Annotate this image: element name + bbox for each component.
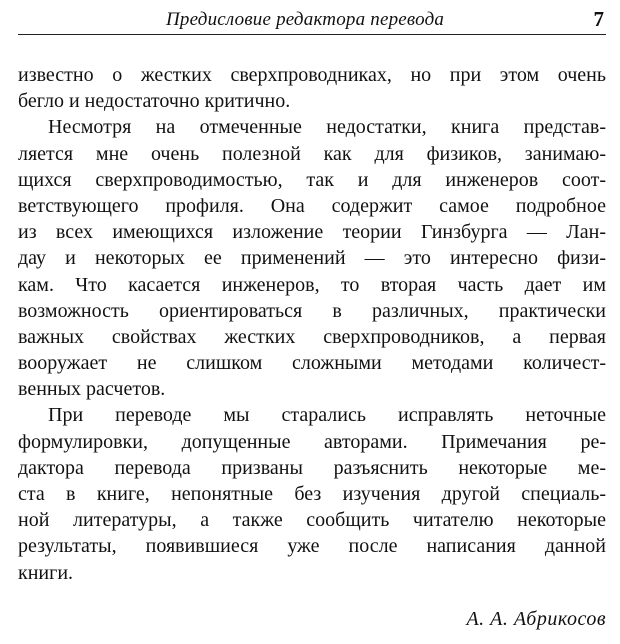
text-line: формулировки, допущенные авторами. Примечания ре- — [18, 430, 606, 453]
text-line: бегло и недостаточно критично. — [18, 90, 291, 113]
text-line: ста в книге, непонятные без изучения другой специаль- — [18, 483, 606, 505]
text-line: дактора перевода призваны разъяснить некоторые ме- — [18, 456, 606, 479]
text-line: книги. — [18, 561, 74, 584]
text-line: ветствующего профиля. Она содержит самое подробное — [18, 194, 606, 217]
paragraph-evaluation — [18, 114, 606, 402]
text-line: При переводе мы старались исправлять неточные — [48, 404, 606, 427]
text-line: щихся сверхпроводимостью, так и для инженеров соот- — [18, 168, 606, 191]
text-line: из всех имеющихся изложение теории Гинзбурга — Лан- — [18, 221, 606, 244]
text-line: ной литературы, а также сообщить читателю некоторые — [18, 509, 606, 532]
text-line: важных свойствах жестких сверхпроводников, а первая — [18, 325, 606, 348]
running-header — [18, 6, 606, 35]
text-line: кам. Что касается инженеров, то вторая часть дает им — [18, 273, 606, 296]
text-line: возможность ориентироваться в различных, практически — [18, 299, 606, 322]
author-signature: А. А. Абрикосов — [466, 608, 606, 630]
text-line: Несмотря на отмеченные недостатки, книга представ- — [48, 116, 606, 139]
text-line: дау и некоторых ее применений — это интересно физи- — [18, 247, 606, 270]
page-number: 7 — [593, 7, 604, 31]
paragraph-continuation — [18, 62, 606, 114]
text-line: венных расчетов. — [18, 378, 166, 401]
text-line: результаты, появившиеся уже после написания данной — [18, 535, 606, 558]
text-line: известно о жестких сверхпроводниках, но при этом очень — [18, 64, 606, 86]
text-line: ляется мне очень полезной как для физиков, занимаю- — [18, 142, 606, 165]
running-title: Предисловие редактора перевода — [166, 9, 445, 30]
text-line: вооружает не слишком сложными методами количест- — [18, 352, 606, 375]
body-text — [18, 62, 606, 586]
paragraph-translation-notes — [18, 402, 606, 585]
